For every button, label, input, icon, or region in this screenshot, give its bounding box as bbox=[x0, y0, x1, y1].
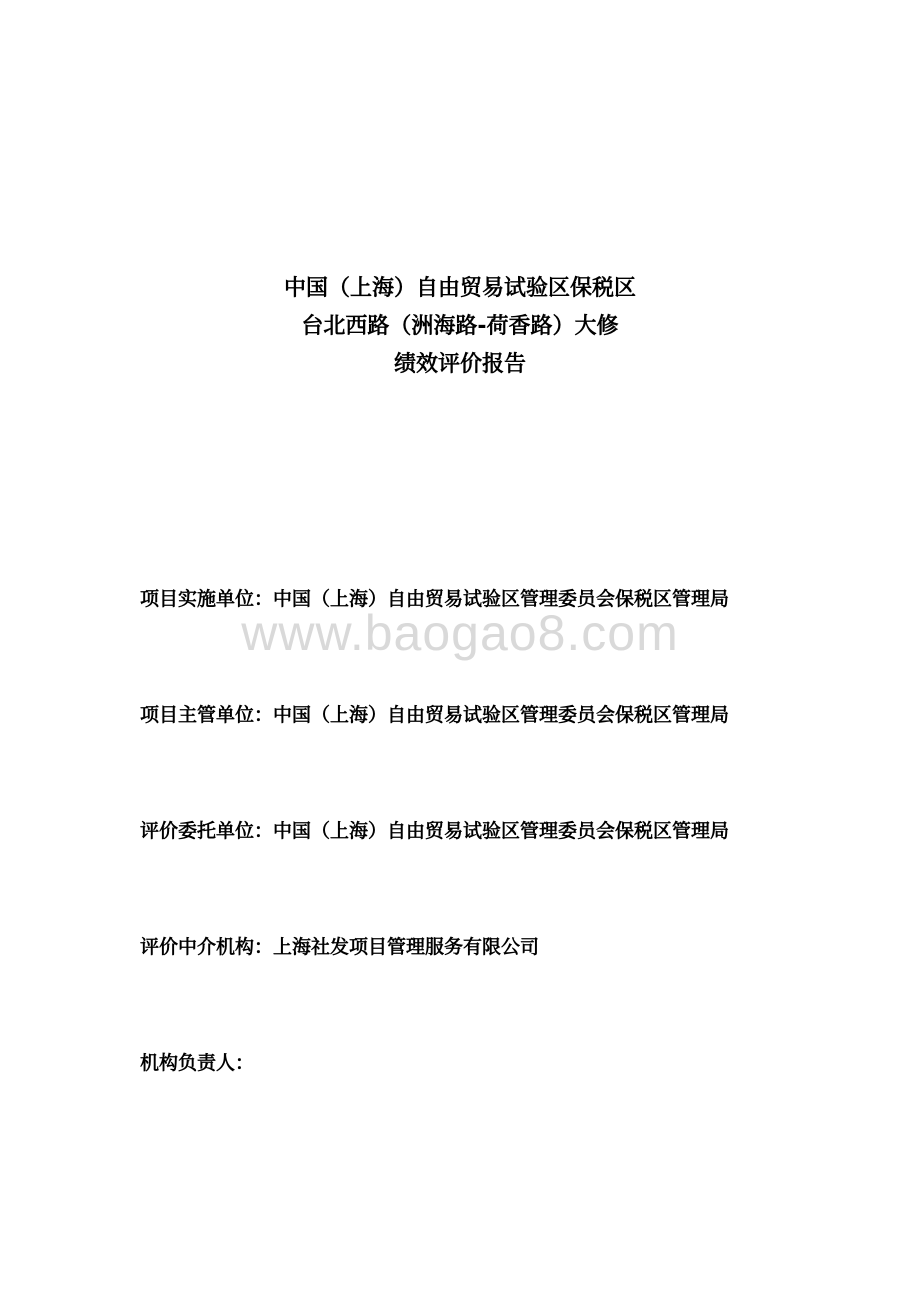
field-supervising-unit bbox=[140, 702, 729, 728]
field-evaluation-agency bbox=[140, 934, 539, 960]
report-title bbox=[0, 270, 920, 384]
field-value: 上海社发项目管理服务有限公司 bbox=[273, 936, 540, 958]
field-label: 评价委托单位： bbox=[140, 820, 274, 842]
field-label: 机构负责人： bbox=[140, 1052, 255, 1074]
field-label: 评价中介机构： bbox=[140, 936, 274, 958]
watermark: www.baogao8.com bbox=[241, 605, 679, 661]
field-label: 项目主管单位： bbox=[140, 704, 274, 726]
field-agency-head bbox=[140, 1050, 254, 1076]
field-commissioning-unit bbox=[140, 818, 729, 844]
title-line-1: 中国（上海）自由贸易试验区保税区 bbox=[283, 276, 636, 301]
title-line-2: 台北西路（洲海路-荷香路）大修 bbox=[301, 314, 619, 339]
field-value: 中国（上海）自由贸易试验区管理委员会保税区管理局 bbox=[273, 704, 730, 726]
field-value: 中国（上海）自由贸易试验区管理委员会保税区管理局 bbox=[273, 588, 730, 610]
title-line-3: 绩效评价报告 bbox=[393, 352, 526, 377]
field-value: 中国（上海）自由贸易试验区管理委员会保税区管理局 bbox=[273, 820, 730, 842]
field-implementing-unit bbox=[140, 586, 729, 612]
field-label: 项目实施单位： bbox=[140, 588, 274, 610]
